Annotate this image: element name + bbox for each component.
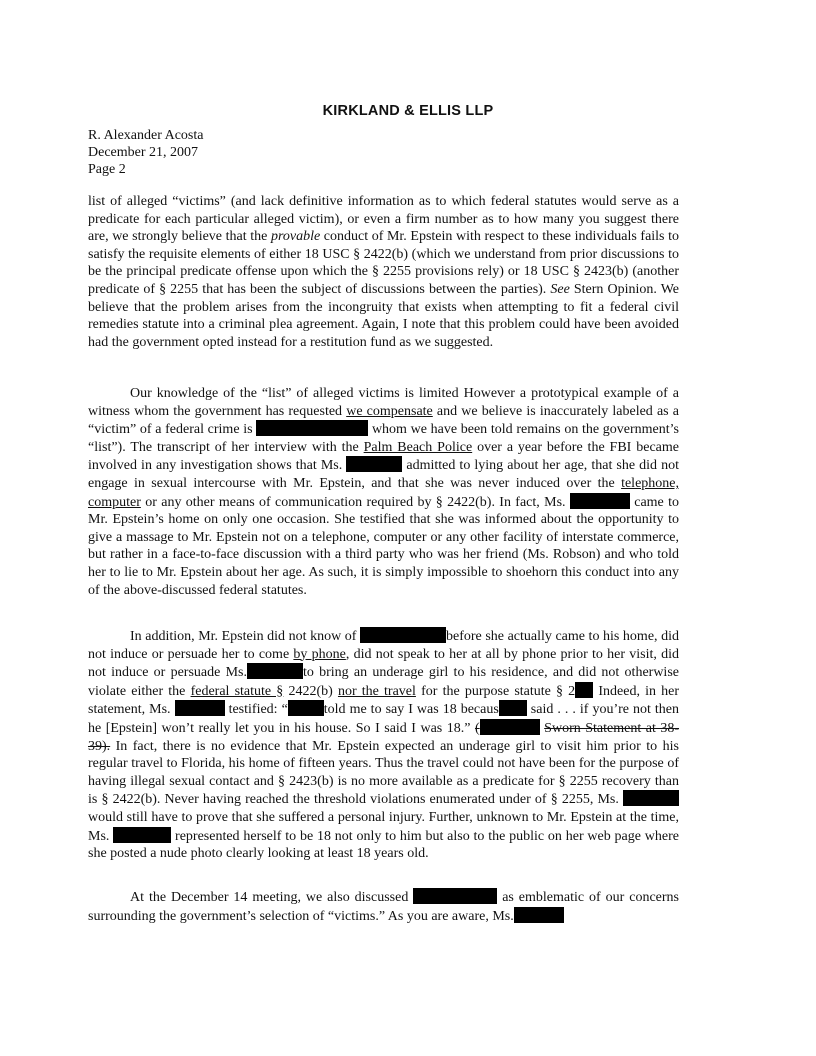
text-run: , did not speak to her at all by phone prior to her visit, did not induce or persuade Ms. — [88, 646, 679, 681]
text-run: Indeed, in her statement, Ms. — [88, 683, 680, 718]
letterhead: KIRKLAND & ELLIS LLP — [322, 103, 494, 119]
text-run: or any other means of communication required by § 2422(b). In fact, Ms. — [140, 494, 570, 510]
text-run: and we believe is inaccurately labeled as a “victim” of a federal crime is — [88, 403, 679, 438]
underlined-text: by phone — [293, 646, 346, 662]
paragraph-2 — [88, 385, 679, 599]
redaction-block — [360, 627, 446, 643]
text-run: list of alleged “victims” (and lack definitive information as to which federal statutes would serve as a predicate for each particular alleged victim), or even a firm number as to how many you suggest there are, we strongly believe that the — [88, 194, 679, 245]
text-run: testified: “ — [224, 702, 288, 718]
text-run: admitted to lying about her age, that she did not engage in sexual intercourse with Mr. Epstein, and that she was never induced over the — [88, 458, 679, 491]
underlined-text: federal statute § — [190, 683, 284, 699]
recipient-name: R. Alexander Acosta — [88, 128, 204, 143]
redaction-block — [175, 700, 225, 716]
redaction-block — [256, 420, 368, 436]
paragraph-3: In addition, Mr. Epstein did not know of before she actually came to his home, did not induce or persuade her to come by phone, did not speak to her at all by phone prior to her visit, did not induce or persuade Ms. to bring an underage girl to his residence, and did not otherwise violate either the federal statute § 2422(b) nor the travel for the purpose statute § 2 Indeed, in her statement, Ms. testified: “ told me to say I was 18 becaus said . . . if you’re not then he [Epstein] won’t really let you in his house. So I said I was 18.” ( Sworn Statement at 38-39). In fact, there is no evidence that Mr. Epstein expected an underage girl to visit him prior to his regular travel to Florida, his home of fifteen years. Thus the travel could not have been for the purpose of having illegal sexual contact and § 2423(b) is no more available as a predicate for § 2255 recovery than is § 2422(b). Never having reached the threshold violations enumerated under of § 2255, Ms. would still have to prove that she suffered a personal injury. Further, unknown to Mr. Epstein at the time, Ms. represented herself to be 18 not only to him but also to the public on her web page where she posted a nude photo clearly looking at least 18 years old. — [88, 629, 680, 862]
text-run: for the purpose statute § 2 — [415, 683, 576, 699]
text-run: would still have to prove that she suffered a personal injury. Further, unknown to Mr. Epstein at the time, Ms. — [88, 809, 679, 844]
text-run: represented herself to be 18 not only to him but also to the public on her web page where she posted a nude photo clearly looking at least 18 years old. — [88, 828, 679, 862]
redaction-block — [575, 682, 593, 698]
text-run: Our knowledge of the “list” of alleged victims is limited However a prototypical example of a witness whom the government has requested — [88, 386, 679, 419]
text-run: Stern Opinion. We believe that the problem arises from the incongruity that exists when attempting to fit a federal civil remedies statute into a criminal plea agreement. Again, I note that this problem could have been avoided had the government opted instead for a restitution fund as we suggested. — [88, 281, 679, 350]
redaction-block — [288, 700, 324, 716]
text-run: as emblematic of our concerns surrounding the government’s selection of “victims.” As you are aware, Ms. — [88, 890, 679, 924]
letter-header — [88, 127, 203, 178]
text-run: whom we have been told remains on the government’s “list”). The transcript of her interview with the — [88, 422, 679, 455]
redaction-block — [480, 719, 540, 735]
redaction-block — [623, 790, 679, 806]
letter-date: December 21, 2007 — [88, 145, 199, 160]
text-run: conduct of Mr. Epstein with respect to these individuals fails to satisfy the requisite elements of either 18 USC § 2422(b) (which we understand from prior discussions to be the principal predicate offense upon which the § 2255 provisions rely) or 18 USC § 2423(b) (another predicate of § 2255 that has been the subject of discussions between the parties). — [88, 229, 680, 297]
text-run: 2422(b) — [283, 683, 338, 699]
text-run: said . . . if you’re not then he [Epstein] won’t really let you in his house. So I said I was 18.” — [88, 702, 679, 736]
text-run: told me to say I was 18 becaus — [323, 702, 499, 718]
underlined-text: nor the travel — [337, 683, 416, 699]
citation-signal: See — [550, 281, 570, 297]
text-run: At the December 14 meeting, we also discussed — [130, 890, 414, 905]
paragraph-4 — [88, 888, 679, 925]
text-run: before she actually came to his home, did not induce or persuade her to come — [88, 629, 679, 662]
redaction-block — [499, 700, 527, 716]
text-run: In fact, there is no evidence that Mr. Epstein expected an underage girl to visit him prior to his regular travel to Florida, his home of fifteen years. Thus the travel could not have been for the purpose of having illegal sexual contact and § 2423(b) is no more available as a predicate for § 2255 recovery than is § 2422(b). Never having reached the threshold violations enumerated under of § 2255, Ms. — [88, 738, 679, 808]
redaction-block — [514, 907, 564, 923]
emphasis-provable: provable — [270, 229, 321, 245]
underlined-text: Palm Beach Police — [363, 439, 473, 455]
page-number: Page 2 — [88, 162, 126, 177]
text-run: over a year before the FBI became involved in any investigation shows that Ms. — [88, 439, 679, 474]
redaction-block — [247, 663, 303, 679]
paragraph-1 — [88, 193, 679, 351]
redaction-block — [113, 827, 171, 843]
text-run: came to Mr. Epstein’s home on only one occasion. She testified that she was informed about the opportunity to give a massage to Mr. Epstein not on a telephone, computer or any other facility of interstate commerce, but rather in a face-to-face discussion with a third party who was her friend (Ms. Robson) and who told her to lie to Mr. Epstein about her age. As such, it is simply impossible to shoehorn this conduct into any of the above-discussed federal statutes. — [88, 494, 680, 598]
redaction-block — [570, 493, 630, 509]
struck-citation: Sworn Statement at 38-39). — [88, 720, 680, 754]
redaction-block — [346, 456, 402, 472]
text-run: to bring an underage girl to his residence, and did not otherwise violate either the — [88, 665, 679, 699]
underlined-text: we compensate — [346, 403, 433, 419]
underlined-text: telephone, computer — [88, 475, 679, 510]
text-run: In addition, Mr. Epstein did not know of — [130, 629, 361, 644]
redaction-block — [413, 888, 497, 904]
